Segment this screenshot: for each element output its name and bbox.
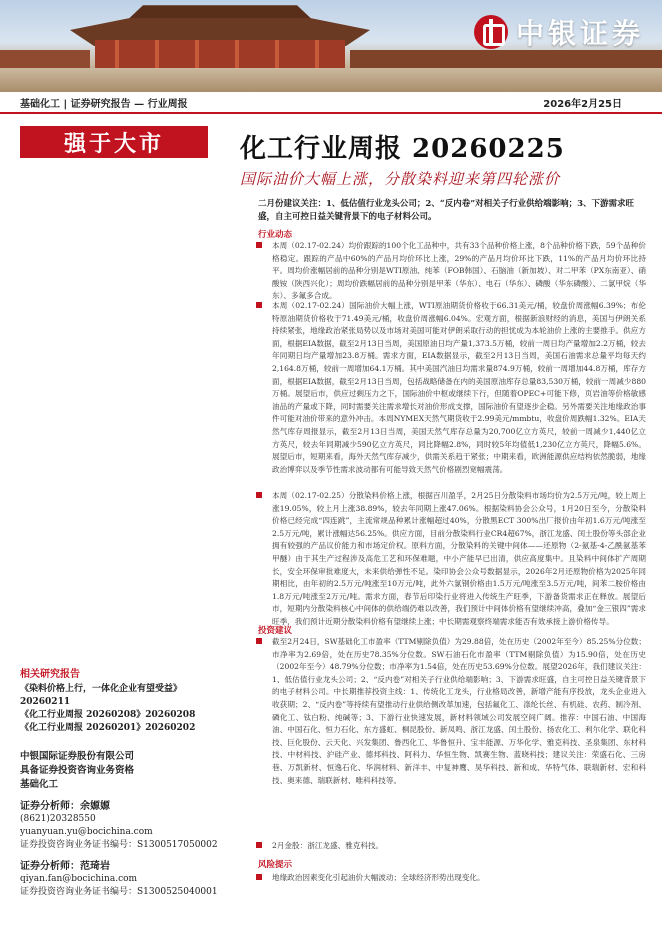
analyst-phone: (8621)20328550 (20, 814, 96, 824)
breadcrumb: 基础化工 | 证券研究报告 — 行业周报 (20, 98, 188, 110)
brand-logo (474, 12, 644, 52)
boc-logo-icon (474, 15, 508, 49)
paragraph-golden-stocks (258, 840, 646, 853)
paragraph-price-tracking (258, 240, 646, 303)
company-name: 中银国际证券股份有限公司 (20, 751, 135, 762)
report-subheader (0, 92, 662, 114)
section-heading-industry: 行业动态 (258, 230, 293, 240)
analyst-cert: 证券投资咨询业务证书编号：S1300525040001 (20, 887, 218, 897)
report-title: 化工行业周报 20260225 (240, 134, 565, 164)
company-info (20, 750, 230, 792)
report-date: 2026年2月25日 (543, 98, 622, 110)
paragraph-risk (258, 872, 646, 885)
header-banner (0, 0, 662, 92)
bullet-icon (256, 242, 262, 248)
related-report-item[interactable]: 《染料价格上行，一体化企业有望受益》 20260211 (20, 684, 183, 707)
rating-badge: 强于大市 (20, 126, 208, 158)
report-subtitle: 国际油价大幅上涨，分散染料迎来第四轮涨价 (240, 170, 561, 188)
paragraph-text: 本周（02.17-02.24）国际油价大幅上涨，WTI原油期货价格收于66.31美元/桶，较盘价周涨幅6.39%；布伦特原油期货价格收于71.49美元/桶，收盘价周涨幅6.04%。宏观方面，根据新浪财经的消息，美国与伊朗关系持续紧张，地缘政治紧张局势以及市场对美国可能对伊朗采取行动的担忧成为本轮油价上涨的主要推手。供应方面，根据EIA数据，截至2月13日当周，美国原油日均产量1,373.5万桶，较前一周日均产量增加2.2万桶，较去年同期日均产量增加23.8万桶。需求方面，EIA数据显示，截至2月13日当周，美国石油需求总量平均每天约2,164.8万桶，较前一周增加64.1万桶。其中美国汽油日均需求量874.9万桶，较前一周增加44.8万桶，库存方面，根据EIA数据，截至2月13日当周，包括战略储备在内的美国原油库存总量83,530万桶，较前一周减少880万桶。展望后市，供应过剩压力之下，国际油价中枢或继续下行，但随着OPEC+可能下修，页岩油等价格敏感油品的产量或下降，同时需要关注需求增长对油价形成支撑，国际油价有望逐步企稳。另外需要关注地缘政治事件可能对油价带来的意外冲击。本周NYMEX天然气期货收于2.99美元/mmbtu，收盘价周跌幅1.32%。EIA天然气库存周报显示，截至2月13日当周，美国天然气库存总量为20,700亿立方英尺，较前一周减少1,440亿立方英尺，较去年同期减少590亿立方英尺，同比降幅2.8%，同时较5年均值低1,230亿立方英尺，降幅5.6%。展望后市，短期来看，海外天然气库存减少，供需关系趋于紧张；中期来看，欧洲能源供应结构依然脆弱，地缘政治博弈以及季节性需求波动都有可能导致天然气价格剧烈宽幅震荡。 (272, 301, 646, 474)
analyst-email[interactable]: qiyan.fan@bocichina.com (20, 874, 138, 884)
company-qualification: 具备证券投资咨询业务资格 (20, 765, 135, 776)
bullet-icon (256, 874, 262, 880)
paragraph-text: 地缘政治因素变化引起油价大幅波动；全球经济形势出现变化。 (272, 873, 485, 882)
section-heading-invest: 投资建议 (258, 626, 293, 636)
paragraph-text: 2月金股：浙江龙盛、雅克科技。 (272, 841, 384, 850)
analyst-block (20, 860, 230, 899)
bullet-icon (256, 302, 262, 308)
paragraph-text: 截至2月24日，SW基础化工市盈率（TTM剔除负值）为29.88倍，处在历史（2002年至今）85.25%分位数；市净率为2.69倍，处在历史78.35%分位数。SW石油石化市盈率（TTM剔除负值）为15.90倍，处在历史（2002年至今）48.79%分位数；市净率为1.54倍，处在历史53.69%分位数。展望2026年，我们建议关注：1、低估值行业龙头公司；2、“反内卷”对相关子行业供给端影响；3、下游需求旺盛，自主可控日益关键背景下的电子材料公司。中长期推荐投资主线：1、传统化工龙头，行业格局改善，新增产能有序投放，龙头企业进入收获期；2、“反内卷”等持续有望推动行业供给侧改革加速，包括氟化工、涤纶长丝、有机硅、农药、制冷剂、磷化工、钛白粉、纯碱等；3、下游行业快速发展，新材料领域公司发展空间广阔。推荐：中国石油、中国海油、中国石化、恒力石化、东方盛虹、桐昆股份、新凤鸣、浙江龙盛、闰土股份、扬农化工、利尔化学、联化科技、巨化股份、云天化、兴发集团、鲁西化工、华鲁恒升、宝丰能源、万华化学、雅克科技、圣泉集团、东材科技、中材科技、沪硅产业、德邦科技、阿科力、华恒生物、凯赛生物、蓝晓科技；建议关注：荣盛石化、三房巷、万凯新材、恒逸石化、华润材料、新洋丰、中复神鹰、昊华科技、新和成、华特气体、联瑞新材、宏和科技、奥来德、瑞联新材、唯科科技等。 (272, 637, 646, 785)
analyst-email[interactable]: yuanyuan.yu@bocichina.com (20, 827, 153, 837)
brand-name: 中银证券 (515, 17, 644, 50)
paragraph-text: 本周（02.17-02.25）分散染料价格上涨，根据百川盈孚，2月25日分散染料市场均价为2.5万元/吨，较上周上涨19.05%，较上月上涨38.89%，较去年同期上涨47.06%。根据染料协会公众号，1月20日至今，分散染料价格已经完成“四连跳”，主流常规品种累计涨幅超过40%，分散黑ECT 300%出厂报价由年初1.6万元/吨涨至2.5万元/吨，累计涨幅达56.25%。供应方面，目前分散染料行业CR4超67%，浙江龙盛、闰土股份等头部企业拥有较强的产品议价能力和市场定价权。原料方面，分散染料的关键中间体——还原物（2-氨基-4-乙酰氨基苯甲醚）由于其生产过程涉及高危工艺和环保难题，中小产能早已出清，供应高度集中。且染料中间体扩产周期长，安全环保审批难度大，未来供给弹性不足。染印协会公众号数据显示，2026年2月还原物价格为2025年同期相比，由年初的2.5万元/吨涨至10万元/吨，此外六氯钢价格由1.5万元/吨涨至3.5万元/吨，间苯二胺价格由1.8万元/吨涨至2万元/吨。需求方面，春节后印染行业将进入传统生产旺季，下游备货需求正在释放。展望后市，短期内分散染料核心中间体的供给端仍难以改善，我们预计中间体价格有望继续冲高，叠加“金三银四”需求旺季，我们预计近期分散染料价格有望继续上涨；中长期需观察终端需求能否有效承接上游价格传导。 (272, 491, 646, 626)
paragraph-investment (258, 636, 646, 787)
related-reports-heading: 相关研究报告 (20, 669, 80, 680)
bullet-icon (256, 492, 262, 498)
lead-summary: 二月份建议关注：1、低估值行业龙头公司；2、“反内卷”对相关子行业供给端影响；3、下游需求旺盛，自主可控日益关键背景下的电子材料公司。 (258, 199, 635, 222)
banner-courtyard (0, 68, 662, 92)
analyst-name: 证券分析师：余嫄嫄 (20, 801, 110, 812)
left-column (20, 118, 230, 158)
section-heading-risk: 风险提示 (258, 860, 293, 870)
banner-hall (95, 40, 345, 68)
paragraph-disperse-dyes (258, 490, 646, 629)
related-report-item[interactable]: 《化工行业周报 20260201》20260202 (20, 723, 196, 733)
analyst-cert: 证券投资咨询业务证书编号：S1300517050002 (20, 840, 218, 850)
related-reports (20, 668, 230, 735)
analyst-name: 证券分析师：范琦岩 (20, 861, 110, 872)
company-sector: 基础化工 (20, 779, 59, 790)
related-report-item[interactable]: 《化工行业周报 20260208》20260208 (20, 710, 196, 720)
bullet-icon (256, 638, 262, 644)
paragraph-oil-gas (258, 300, 646, 476)
bullet-icon (256, 842, 262, 848)
analyst-block (20, 800, 230, 852)
paragraph-text: 本周（02.17-02.24）均价跟踪的100个化工品种中，共有33个品种价格上涨，8个品种价格下跌，59个品种价格稳定。跟踪的产品中60%的产品月均价环比上涨，29%的产品月均价环比下跌，11%的产品月均价环比持平。周均价涨幅居前的品种分别是WTI原油、纯苯（FOB韩国）、石脑油（新加坡）、对二甲苯（PX东南亚）、硝酸铵（陕西兴化）；周均价跌幅居前的品种分别是甲苯（华东）、电石（华东）、磷酸（华东磷酸）、二氯甲烷（华东）、多氟多合成。 (272, 241, 646, 301)
